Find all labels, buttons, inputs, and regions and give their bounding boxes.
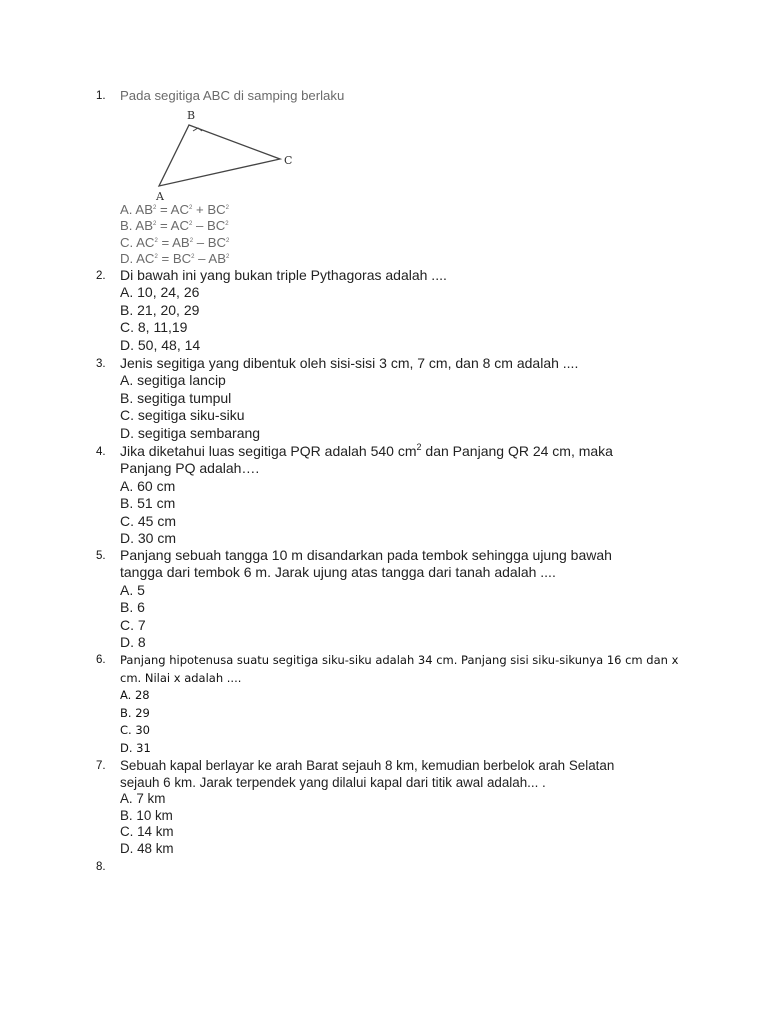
option-d: D. 31 <box>120 740 151 755</box>
option-d: D. $AC^2 = BC^2 - AB^2$ <box>120 250 230 266</box>
option-b: B. 29 <box>120 705 150 720</box>
question-text: Jika diketahui luas segitiga PQR adalah 540 $cm^2$ dan Panjang QR 24 cm, maka <box>120 442 613 459</box>
question-number: 1. <box>96 90 106 102</box>
question-body <box>120 355 680 442</box>
question-text: Di bawah ini yang bukan triple Pythagoras adalah .... <box>120 267 447 283</box>
option-a: A. 28 <box>120 688 150 702</box>
option-b: B. $AB^2 = AC^2 - BC^2$ <box>120 218 229 234</box>
option-d: D. 8 <box>120 634 146 651</box>
question-body <box>120 267 680 354</box>
question-number: 8. <box>96 861 106 873</box>
question-body <box>120 547 680 651</box>
option-c: C. 14 km <box>120 824 174 840</box>
option-c: C. 8, 11,19 <box>120 319 188 336</box>
option-b: B. 21, 20, 29 <box>120 301 200 318</box>
question-text-continued: tangga dari tembok 6 m. Jarak ujung atas tangga dari tanah adalah .... <box>120 564 556 581</box>
triangle-abc-figure <box>150 106 300 202</box>
question-text: Sebuah kapal berlayar ke arah Barat sejauh 8 km, kemudian berbelok arah Selatan <box>120 758 615 773</box>
question-number: 5. <box>96 550 106 562</box>
option-d: D. 30 cm <box>120 530 177 547</box>
option-d: D. segitiga sembarang <box>120 424 261 441</box>
question-number: 4. <box>96 446 106 458</box>
question-number: 2. <box>96 270 106 282</box>
question-number: 6. <box>96 654 106 666</box>
option-b: B. 51 cm <box>120 495 176 512</box>
options-list <box>120 202 680 267</box>
option-c: C. 45 cm <box>120 512 177 529</box>
triangle-shape <box>159 125 280 186</box>
option-d: D. 48 km <box>120 840 174 856</box>
question-text-continued: cm. Nilai x adalah .... <box>120 670 242 685</box>
option-d: D. 50, 48, 14 <box>120 336 201 353</box>
option-a: A. $AB^2 = AC^2 + BC^2$ <box>120 202 230 217</box>
question-text-continued: Panjang PQ adalah…. <box>120 460 260 477</box>
question-body <box>120 652 680 757</box>
option-c: C. segitiga siku-siku <box>120 407 245 424</box>
question-number: 3. <box>96 358 106 370</box>
question-body <box>120 443 680 547</box>
question-text-continued: sejauh 6 km. Jarak terpendek yang dilalui kapal dari titik awal adalah... . <box>120 774 546 790</box>
vertex-label-b: B <box>187 109 196 122</box>
question-text: Panjang hipotenusa suatu segitiga siku-siku adalah 34 cm. Panjang sisi siku-sikunya 16 cm dan x <box>120 653 679 667</box>
question-body <box>120 87 680 104</box>
option-b: B. 10 km <box>120 807 173 823</box>
option-a: A. 60 cm <box>120 477 176 494</box>
option-a: A. 10, 24, 26 <box>120 284 200 301</box>
option-c: C. $AC^2 = AB^2 - BC^2$ <box>120 234 230 250</box>
angle-mark <box>193 128 202 131</box>
option-c: C. 30 <box>120 723 150 737</box>
option-a: A. 5 <box>120 581 145 598</box>
question-number: 7. <box>96 760 106 772</box>
option-a: A. 7 km <box>120 791 166 807</box>
question-text: Panjang sebuah tangga 10 m disandarkan pada tembok sehingga ujung bawah <box>120 547 612 563</box>
question-text: Pada segitiga ABC di samping berlaku <box>120 88 345 103</box>
option-c: C. 7 <box>120 616 146 633</box>
option-a: A. segitiga lancip <box>120 372 226 389</box>
vertex-label-c: C <box>284 154 293 167</box>
option-b: B. segitiga tumpul <box>120 389 232 406</box>
vertex-label-a: A <box>156 190 164 202</box>
option-b: B. 6 <box>120 599 145 616</box>
question-body <box>120 758 680 858</box>
question-text: Jenis segitiga yang dibentuk oleh sisi-sisi 3 cm, 7 cm, dan 8 cm adalah .... <box>120 355 579 371</box>
